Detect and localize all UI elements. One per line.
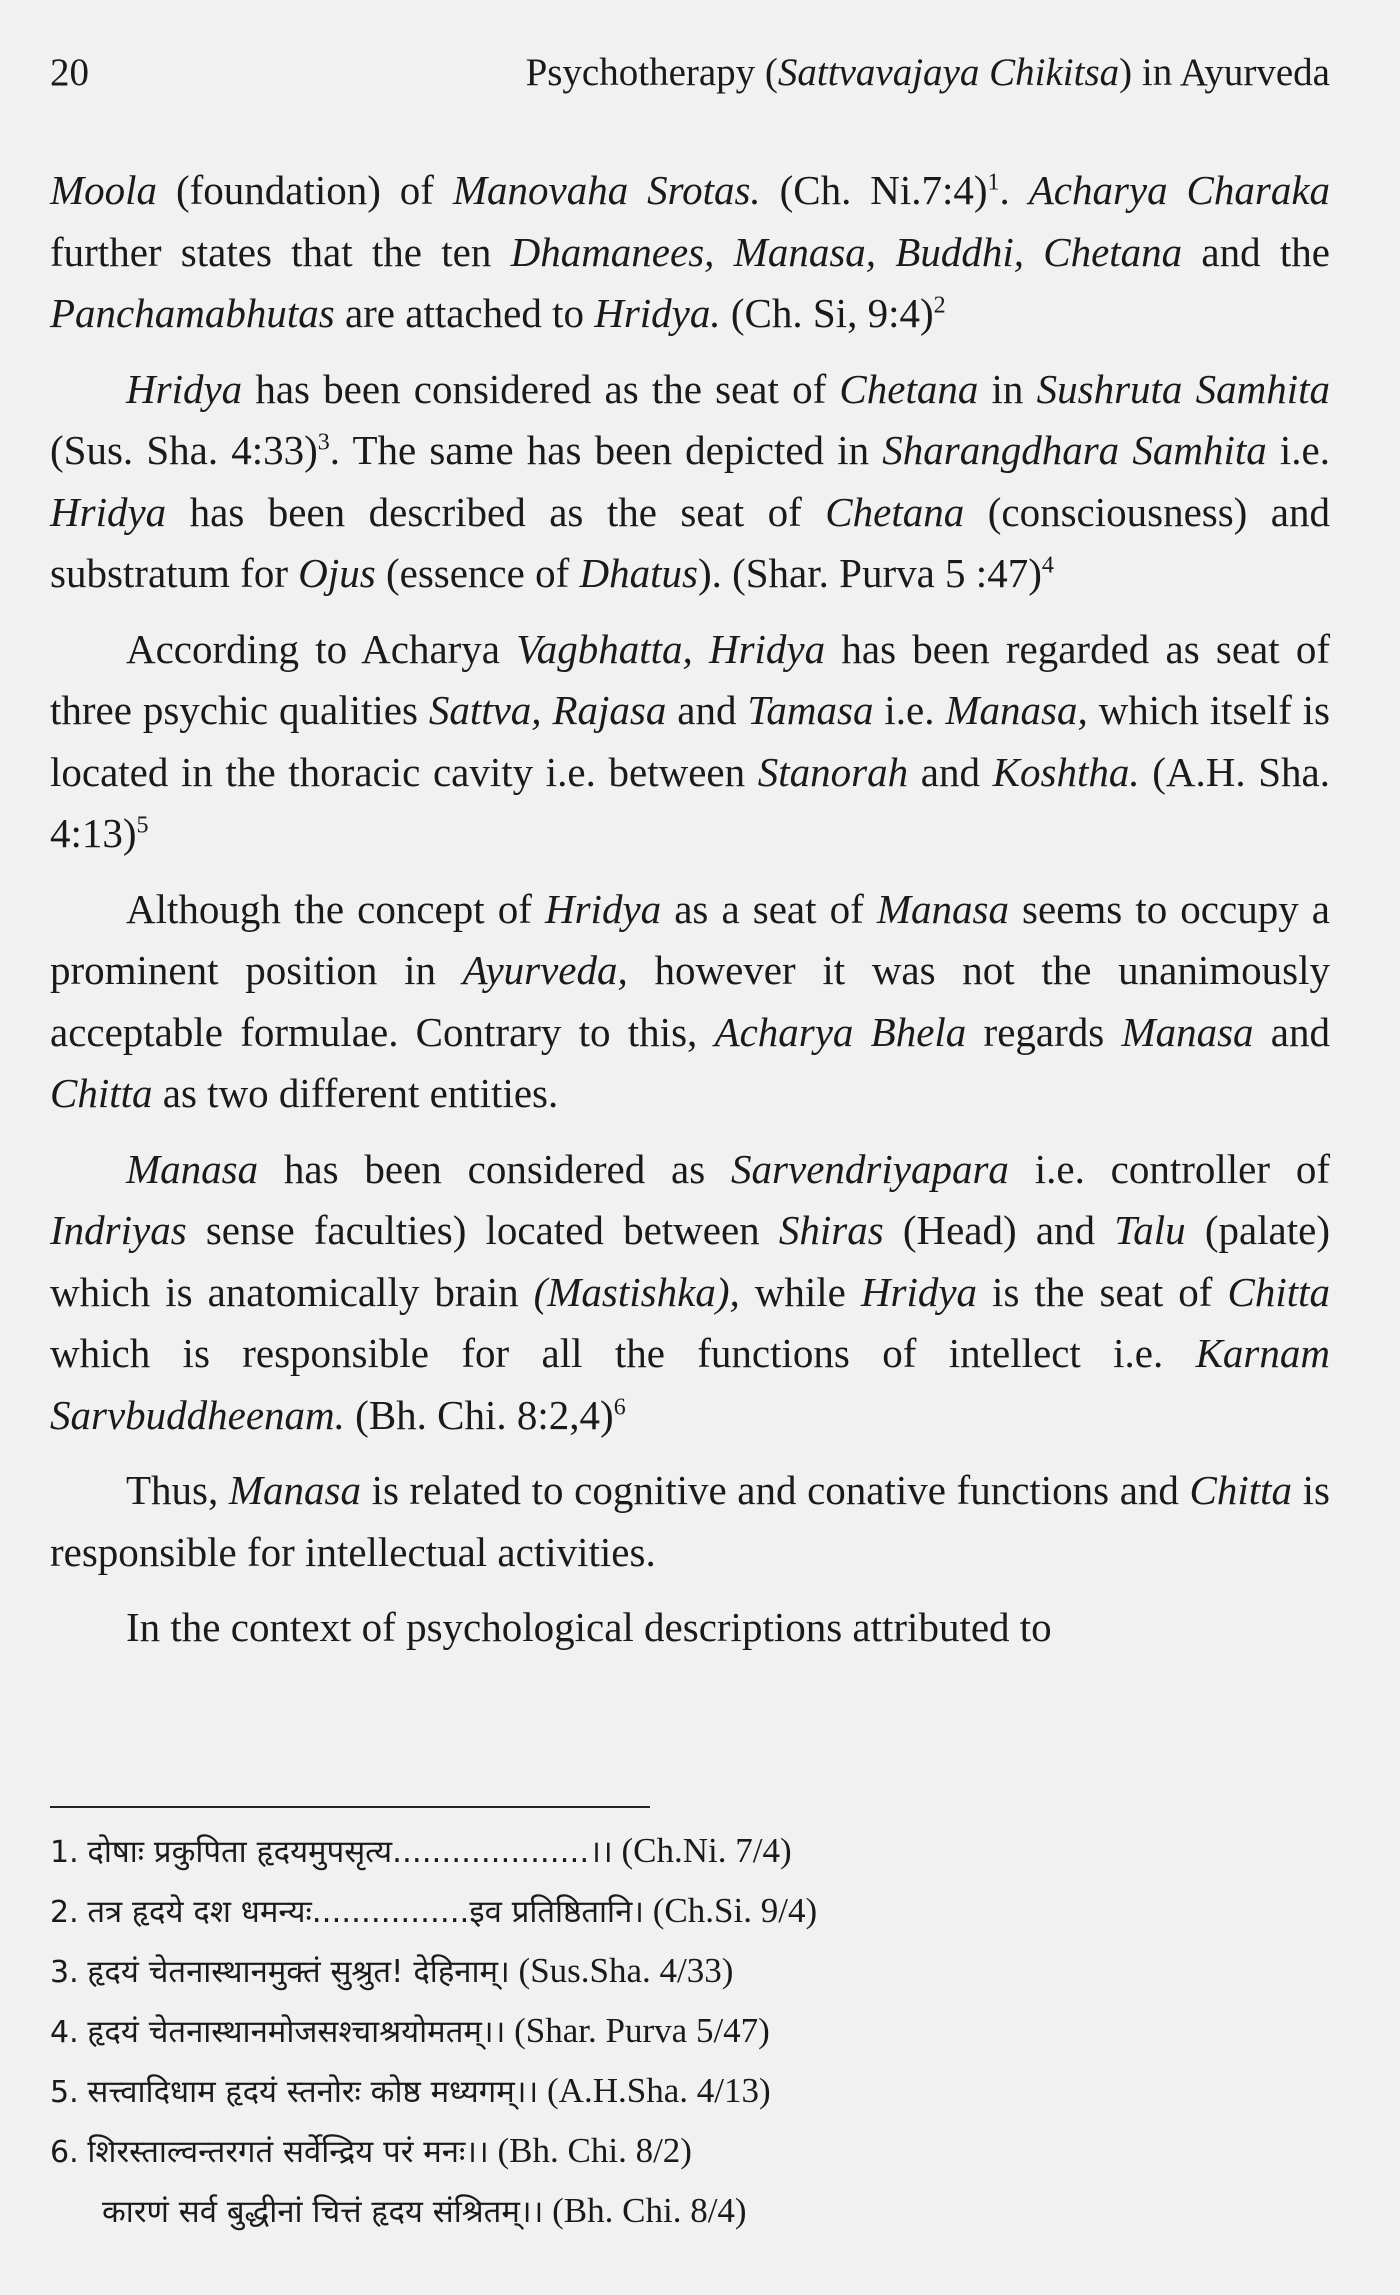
footnote-divider: [50, 1806, 650, 1808]
footnote-marker: 6: [613, 1393, 626, 1420]
paragraph-2: [50, 359, 1330, 605]
text-run: as two different entities.: [152, 1070, 559, 1116]
italic-term: Chitta: [1189, 1467, 1293, 1513]
italic-term: Tamasa: [747, 687, 874, 733]
running-title-prefix: Psychotherapy (: [525, 51, 778, 94]
text-run: is the seat of: [977, 1268, 1228, 1315]
footnote-sanskrit: हृदयं चेतनास्थानमोजसश्चाश्रयोमतम्।।: [87, 2014, 506, 2050]
italic-term: Hridya.: [594, 290, 721, 336]
italic-term: Dhatus: [579, 550, 698, 596]
italic-term: Manasa: [1121, 1008, 1254, 1055]
text-run: which is responsible for all the functions of intellect i.e.: [50, 1330, 1196, 1376]
text-run: regards: [966, 1008, 1122, 1055]
text-run: in: [978, 365, 1037, 412]
italic-term: Hridya: [860, 1268, 978, 1315]
text-run: (Head) and: [883, 1207, 1115, 1253]
footnote-6: [50, 2122, 1330, 2182]
italic-term: Sarvendriyapara: [731, 1145, 1009, 1192]
text-run: (foundation) of: [157, 167, 453, 213]
italic-term: Manasa: [126, 1145, 259, 1192]
footnote-reference: (Bh. Chi. 8/2): [488, 2131, 692, 2170]
footnote-number: 3.: [50, 1955, 79, 1990]
text-run: i.e.: [873, 687, 946, 733]
footnote-number: 5.: [50, 2075, 79, 2110]
italic-term: Panchamabhutas: [50, 290, 335, 336]
italic-term: Ojus: [298, 550, 376, 596]
italic-term: Sattva, Rajasa: [428, 687, 667, 733]
text-run: and the: [1182, 228, 1330, 275]
text-run: In the context of psychological descriptions attributed to: [126, 1604, 1052, 1650]
italic-term: Manasa: [228, 1467, 361, 1513]
text-run: is related to cognitive and conative functions and: [360, 1467, 1190, 1513]
paragraph-4: [50, 879, 1330, 1125]
italic-term: Stanorah: [757, 748, 909, 795]
italic-term: Hridya: [50, 488, 167, 535]
text-run: and: [1253, 1008, 1330, 1055]
text-run: (palate) which is anatomically brain: [50, 1207, 1330, 1315]
paragraph-5: [50, 1139, 1330, 1447]
italic-term: (Mastishka),: [533, 1268, 740, 1315]
footnote-reference: (Shar. Purva 5/47): [505, 2011, 770, 2050]
running-title-suffix: ) in Ayurveda: [1119, 51, 1330, 94]
text-run: however it was not the unanimously acceptable formulae. Contrary to this,: [50, 947, 1331, 1055]
footnote-4: [50, 2002, 1330, 2062]
text-run: (Ch. Si, 9:4): [720, 290, 934, 336]
italic-term: Chetana: [825, 488, 965, 535]
footnote-3: [50, 1942, 1330, 2002]
text-run: (Ch. Ni.7:4): [760, 167, 988, 213]
italic-term: Hridya: [126, 365, 243, 412]
footnote-reference: (Ch.Ni. 7/4): [612, 1831, 792, 1870]
text-run: further states that the ten: [50, 228, 511, 275]
text-run: ). (Shar. Purva 5 :47): [697, 550, 1042, 596]
running-title-italic: Sattvavajaya Chikitsa: [777, 51, 1120, 94]
italic-term: Shiras: [778, 1207, 884, 1253]
italic-term: Manasa,: [945, 687, 1088, 733]
italic-term: Hridya: [544, 885, 662, 932]
text-run: has been described as the seat of: [166, 488, 826, 535]
footnote-number: 4.: [50, 2015, 79, 2050]
footnote-sanskrit: सत्त्वादिधाम हृदयं स्तनोरः कोष्ठ मध्यगम्।।: [87, 2074, 539, 2110]
footnote-marker: 3: [317, 429, 330, 456]
footnote-6-continued: [50, 2182, 1330, 2241]
paragraph-6: [50, 1460, 1330, 1583]
text-run: i.e. controller of: [1008, 1145, 1331, 1192]
footnote-marker: 2: [933, 292, 946, 319]
footnote-reference: (Sus.Sha. 4/33): [509, 1951, 734, 1990]
text-run: According to Acharya: [126, 625, 517, 672]
paragraph-3: [50, 619, 1330, 865]
footnote-sanskrit: हृदयं चेतनास्थानमुक्तं सुश्रुत! देहिनाम्।: [87, 1954, 510, 1990]
italic-term: Manovaha Srotas.: [452, 167, 761, 213]
text-run: seems to occupy a prominent position in: [50, 885, 1330, 993]
footnote-reference: (Ch.Si. 9/4): [644, 1891, 818, 1930]
text-run: which itself is located in the thoracic cavity i.e. between: [50, 687, 1330, 795]
italic-term: Chitta: [50, 1070, 153, 1116]
page-number: 20: [50, 51, 89, 94]
text-run: (consciousness) and substratum for: [50, 488, 1331, 596]
italic-term: Acharya Bhela: [714, 1008, 967, 1055]
footnote-reference: (A.H.Sha. 4/13): [538, 2071, 771, 2110]
footnote-5: [50, 2062, 1330, 2122]
footnote-sanskrit: दोषाः प्रकुपिता हृदयमुपसृत्य....................।।: [87, 1834, 613, 1870]
text-run: . The same has been depicted in: [329, 427, 883, 473]
italic-term: Sharangdhara Samhita: [882, 427, 1267, 473]
footnotes: [50, 1822, 1330, 2241]
text-run: .: [999, 167, 1029, 213]
text-run: while: [739, 1268, 861, 1315]
text-run: sense faculties) located between: [186, 1207, 779, 1253]
text-run: has been considered as: [258, 1145, 732, 1192]
footnote-sanskrit: कारणं सर्व बुद्धीनां चित्तं हृदय संश्रितम्।।: [102, 2194, 544, 2230]
footnote-number: 2.: [50, 1895, 79, 1930]
footnote-reference: (Bh. Chi. 8/4): [543, 2191, 747, 2230]
body-text: [50, 160, 1330, 1673]
italic-term: Chitta: [1227, 1268, 1330, 1315]
text-run: as a seat of: [661, 885, 877, 932]
text-run: Although the concept of: [126, 885, 545, 932]
paragraph-1: [50, 160, 1330, 345]
footnote-marker: 4: [1041, 552, 1054, 579]
footnote-sanskrit: शिरस्ताल्वन्तरगतं सर्वेन्द्रिय परं मनः।।: [87, 2134, 489, 2170]
italic-term: Ayurveda,: [462, 947, 628, 993]
italic-term: Chetana: [839, 365, 979, 412]
footnote-2: [50, 1882, 1330, 1942]
running-title: [526, 50, 1330, 95]
text-run: (A.H. Sha. 4:13): [50, 748, 1331, 856]
italic-term: Moola: [50, 167, 158, 213]
text-run: and: [666, 687, 748, 733]
text-run: are attached to: [334, 290, 595, 336]
footnote-1: [50, 1822, 1330, 1882]
text-run: has been regarded as seat of three psychic qualities: [50, 625, 1330, 733]
italic-term: Karnam Sarvbuddheenam.: [50, 1330, 1330, 1438]
footnote-marker: 1: [987, 169, 1000, 196]
text-run: Thus,: [126, 1467, 229, 1513]
text-run: (Sus. Sha. 4:33): [50, 427, 318, 473]
italic-term: Sushruta Samhita: [1036, 365, 1330, 412]
paragraph-7: [50, 1597, 1330, 1659]
text-run: (Bh. Chi. 8:2,4): [344, 1391, 614, 1438]
italic-term: Talu: [1114, 1207, 1186, 1253]
text-run: i.e.: [1266, 427, 1330, 473]
italic-term: Vagbhatta, Hridya: [516, 625, 826, 672]
text-run: has been considered as the seat of: [242, 365, 840, 412]
footnote-sanskrit: तत्र हृदये दश धमन्यः................इव प्रतिष्ठितानि।: [87, 1894, 645, 1930]
footnote-number: 1.: [50, 1835, 79, 1870]
italic-term: Dhamanees, Manasa, Buddhi, Chetana: [510, 228, 1183, 275]
running-header: [50, 50, 1330, 110]
italic-term: Acharya Charaka: [1028, 167, 1331, 213]
italic-term: Manasa: [876, 885, 1009, 932]
footnote-marker: 5: [136, 812, 149, 839]
italic-term: Indriyas: [50, 1207, 187, 1253]
text-run: is responsible for intellectual activities.: [50, 1467, 1331, 1575]
footnote-number: 6.: [50, 2135, 79, 2170]
text-run: and: [908, 748, 993, 795]
italic-term: Koshtha.: [992, 748, 1140, 795]
text-run: (essence of: [375, 550, 580, 596]
